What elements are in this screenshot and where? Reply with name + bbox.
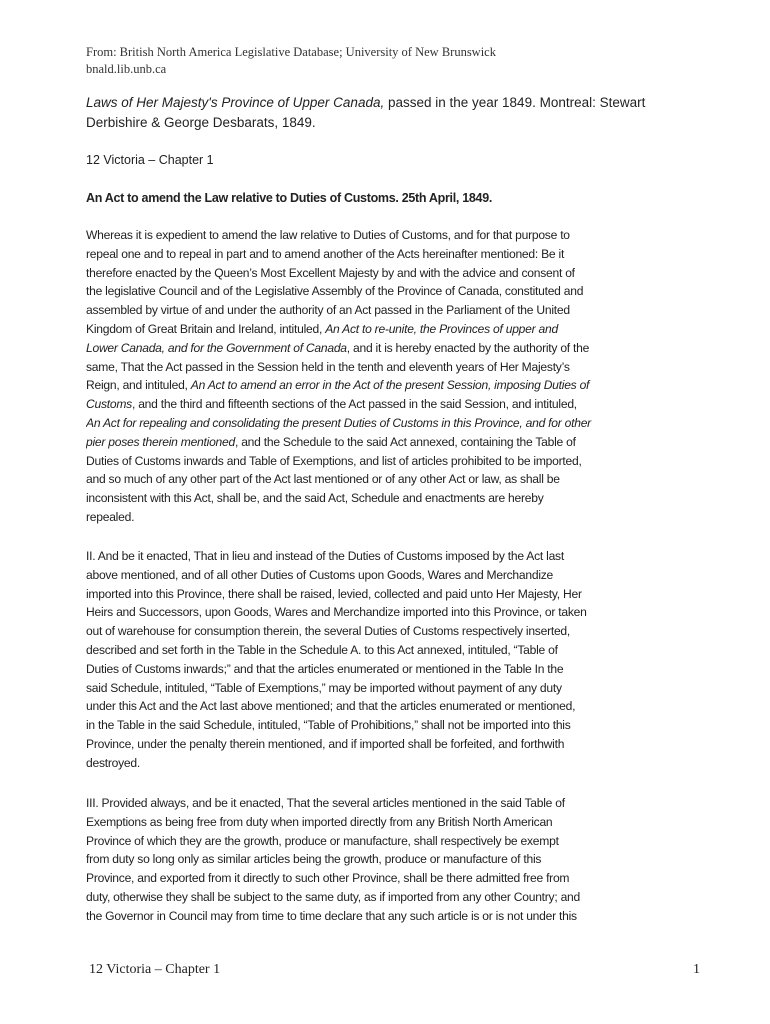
text-line: therefore enacted by the Queen’s Most Excellent Majesty by and with the advice and consent of xyxy=(86,265,575,280)
italic-act-title: An Act to amend an error in the Act of the present Session, imposing Duties of xyxy=(190,378,590,393)
text-line xyxy=(86,414,634,433)
text-line: Exemptions as being free from duty when imported directly from any British North American xyxy=(86,814,553,829)
text-line: duty, otherwise they shall be subject to the same duty, as if imported from any other Country; and xyxy=(86,889,581,904)
section-iii-paragraph xyxy=(86,794,634,926)
citation-title: Laws of Her Majesty's Province of Upper Canada, xyxy=(86,95,385,110)
text-line: Province, under the penalty therein mentioned, and if imported shall be forfeited, and forthwith xyxy=(86,736,565,751)
text-segment: Kingdom of Great Britain and Ireland, intituled, xyxy=(86,321,326,336)
text-line: III. Provided always, and be it enacted, That the several articles mentioned in the said Table of xyxy=(86,796,565,810)
page-number: 1 xyxy=(693,962,700,977)
text-line xyxy=(86,320,634,339)
text-line: described and set forth in the Table in the Schedule A. to this Act annexed, intituled, “Table of xyxy=(86,642,558,657)
text-line: imported into this Province, there shall be raised, levied, collected and paid unto Her Majesty, Her xyxy=(86,586,582,601)
text-line: destroyed. xyxy=(86,755,140,770)
text-line: Province of which they are the growth, produce or manufacture, shall respectively be exempt xyxy=(86,833,559,848)
italic-act-title: pier poses therein mentioned xyxy=(86,434,235,449)
text-line: from duty so long only as similar articles being the growth, produce or manufacture of this xyxy=(86,852,542,867)
preamble-paragraph xyxy=(86,226,634,527)
text-segment: , and the Schedule to the said Act annexed, containing the Table of xyxy=(234,434,576,449)
source-line: From: British North America Legislative Database; University of New Brunswick xyxy=(86,45,496,59)
chapter-label: 12 Victoria – Chapter 1 xyxy=(86,153,214,167)
text-line: the Governor in Council may from time to time declare that any such article is or is not under this xyxy=(86,908,577,923)
text-line: repealed. xyxy=(86,509,135,524)
footer-chapter: 12 Victoria – Chapter 1 xyxy=(89,962,221,977)
text-line: and so much of any other part of the Act last mentioned or of any other Act or law, as shall be xyxy=(86,472,560,487)
text-line: the legislative Council and of the Legislative Assembly of the Province of Canada, constituted and xyxy=(86,284,584,299)
text-line: above mentioned, and of all other Duties of Customs upon Goods, Wares and Merchandize xyxy=(86,567,554,582)
text-segment: Reign, and intituled, xyxy=(86,378,191,393)
text-line: Heirs and Successors, upon Goods, Wares and Merchandize imported into this Province, or taken xyxy=(86,605,587,620)
italic-act-title: An Act for repealing and consolidating the present Duties of Customs in this Province, and for other xyxy=(86,415,591,430)
section-ii-paragraph xyxy=(86,547,634,773)
text-line: under this Act and the Act last above mentioned; and that the articles enumerated or mentioned, xyxy=(86,699,576,714)
citation-publisher: passed in the year 1849. Montreal: Stewart xyxy=(384,95,646,110)
italic-act-title: Lower Canada, and for the Government of Canada xyxy=(86,340,347,355)
citation-publisher-cont: Derbishire & George Desbarats, 1849. xyxy=(86,115,316,130)
italic-act-title: Customs xyxy=(86,397,132,412)
text-line xyxy=(86,339,634,358)
text-line: said Schedule, intituled, “Table of Exemptions,” may be imported without payment of any duty xyxy=(86,680,562,695)
text-line: Duties of Customs inwards and Table of Exemptions, and list of articles prohibited to be imported, xyxy=(86,453,582,468)
text-line: same, That the Act passed in the Session held in the tenth and eleventh years of Her Majesty’s xyxy=(86,359,570,374)
text-line: out of warehouse for consumption therein, the several Duties of Customs respectively inserted, xyxy=(86,624,571,639)
source-url: bnald.lib.unb.ca xyxy=(86,62,167,76)
text-line xyxy=(86,376,634,395)
text-segment: , and the third and fifteenth sections of the Act passed in the said Session, and intituled, xyxy=(131,397,577,412)
act-title: An Act to amend the Law relative to Duties of Customs. 25th April, 1849. xyxy=(86,191,493,205)
text-line: assembled by virtue of and under the authority of an Act passed in the Parliament of the United xyxy=(86,303,570,318)
text-line: repeal one and to repeal in part and to amend another of the Acts hereinafter mentioned: Be it xyxy=(86,246,565,261)
text-line xyxy=(86,395,634,414)
text-line: Province, and exported from it directly to such other Province, shall be there admitted free from xyxy=(86,871,570,886)
source-attribution xyxy=(86,44,496,78)
text-line: inconsistent with this Act, shall be, and the said Act, Schedule and enactments are hereby xyxy=(86,491,544,506)
text-line: II. And be it enacted, That in lieu and instead of the Duties of Customs imposed by the Act last xyxy=(86,549,564,563)
italic-act-title: An Act to re-unite, the Provinces of upper and xyxy=(325,321,558,336)
text-segment: , and it is hereby enacted by the authority of the xyxy=(346,340,590,355)
text-line: Whereas it is expedient to amend the law relative to Duties of Customs, and for that purpose to xyxy=(86,228,570,242)
text-line: Duties of Customs inwards;” and that the articles enumerated or mentioned in the Table In the xyxy=(86,661,564,676)
text-line xyxy=(86,433,634,452)
text-line: in the Table in the said Schedule, intituled, “Table of Prohibitions,” shall not be imported into this xyxy=(86,718,571,733)
citation xyxy=(86,93,686,133)
